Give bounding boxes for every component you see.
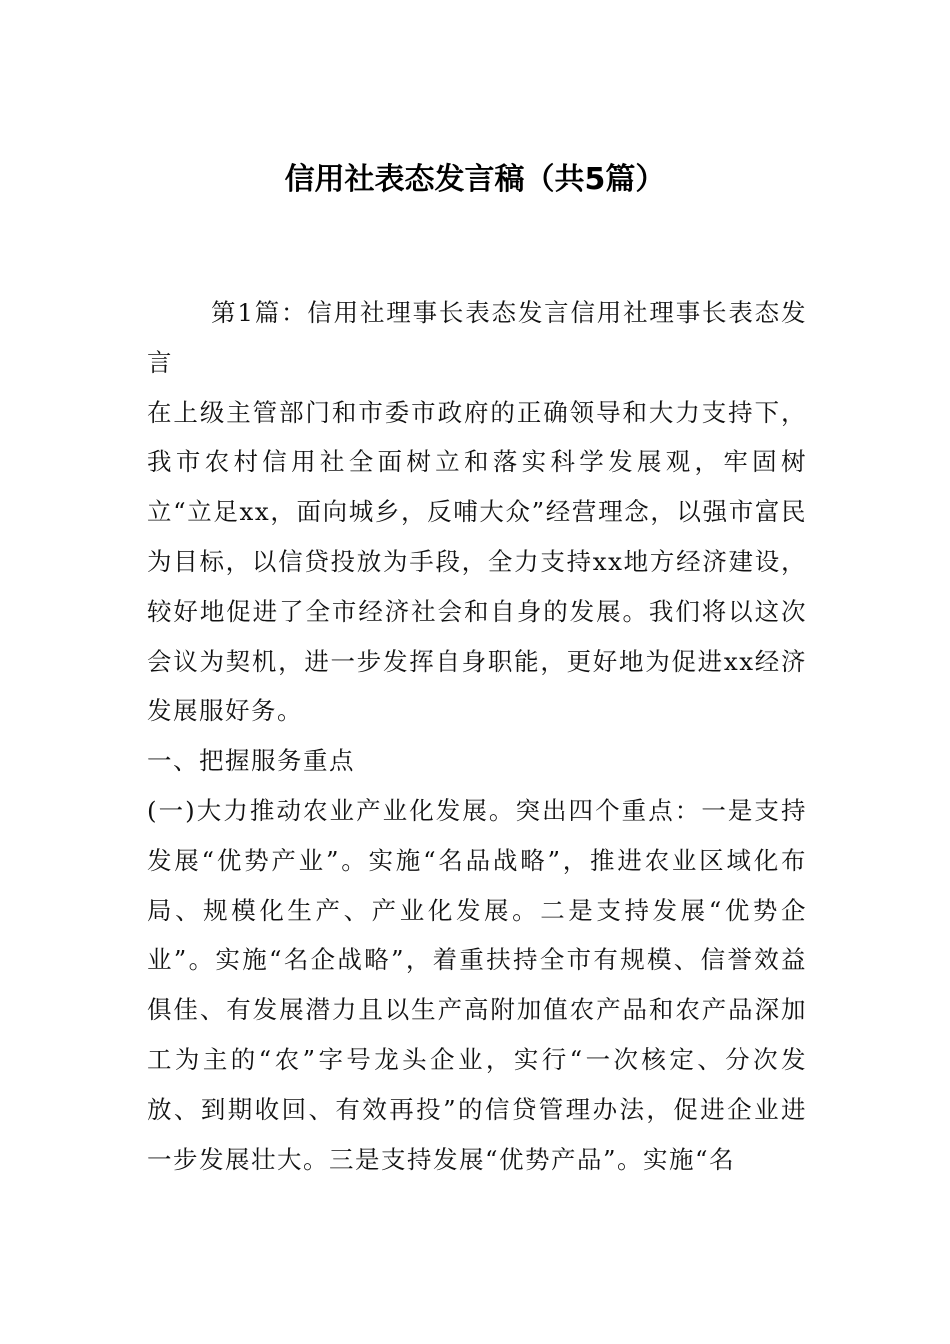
paragraph-subsection-1: (一)大力推动农业产业化发展。突出四个重点：一是支持发展“优势产业”。实施“名品战略”，推进农业区域化布局、规模化生产、产业化发展。二是支持发展“优势企业”。实施“名企战略”，着重扶持全市有规模、信誉效益俱佳、有发展潜力且以生产高附加值农产品和农产品深加工为主的“农”字号龙头企业，实行“一次核定、分次发放、到期收回、有效再投”的信贷管理办法，促进企业进一步发展壮大。三是支持发展“优势产品”。实施“名 [147,795,807,1174]
section-heading-1: 一、把握服务重点 [147,746,355,776]
paragraph-heading-article-1: 第1篇：信用社理事长表态发言信用社理事长表态发言 [147,298,807,377]
paragraph-intro: 在上级主管部门和市委市政府的正确领导和大力支持下，我市农村信用社全面树立和落实科学发展观，牢固树立“立足xx，面向城乡，反哺大众”经营理念，以强市富民为目标，以信贷投放为手段，全力支持xx地方经济建设，较好地促进了全市经济社会和自身的发展。我们将以这次会议为契机，进一步发挥自身职能，更好地为促进xx经济发展服好务。 [147,397,807,726]
document-title: 信用社表态发言稿（共5篇） [284,162,666,197]
document-body [147,288,807,1184]
